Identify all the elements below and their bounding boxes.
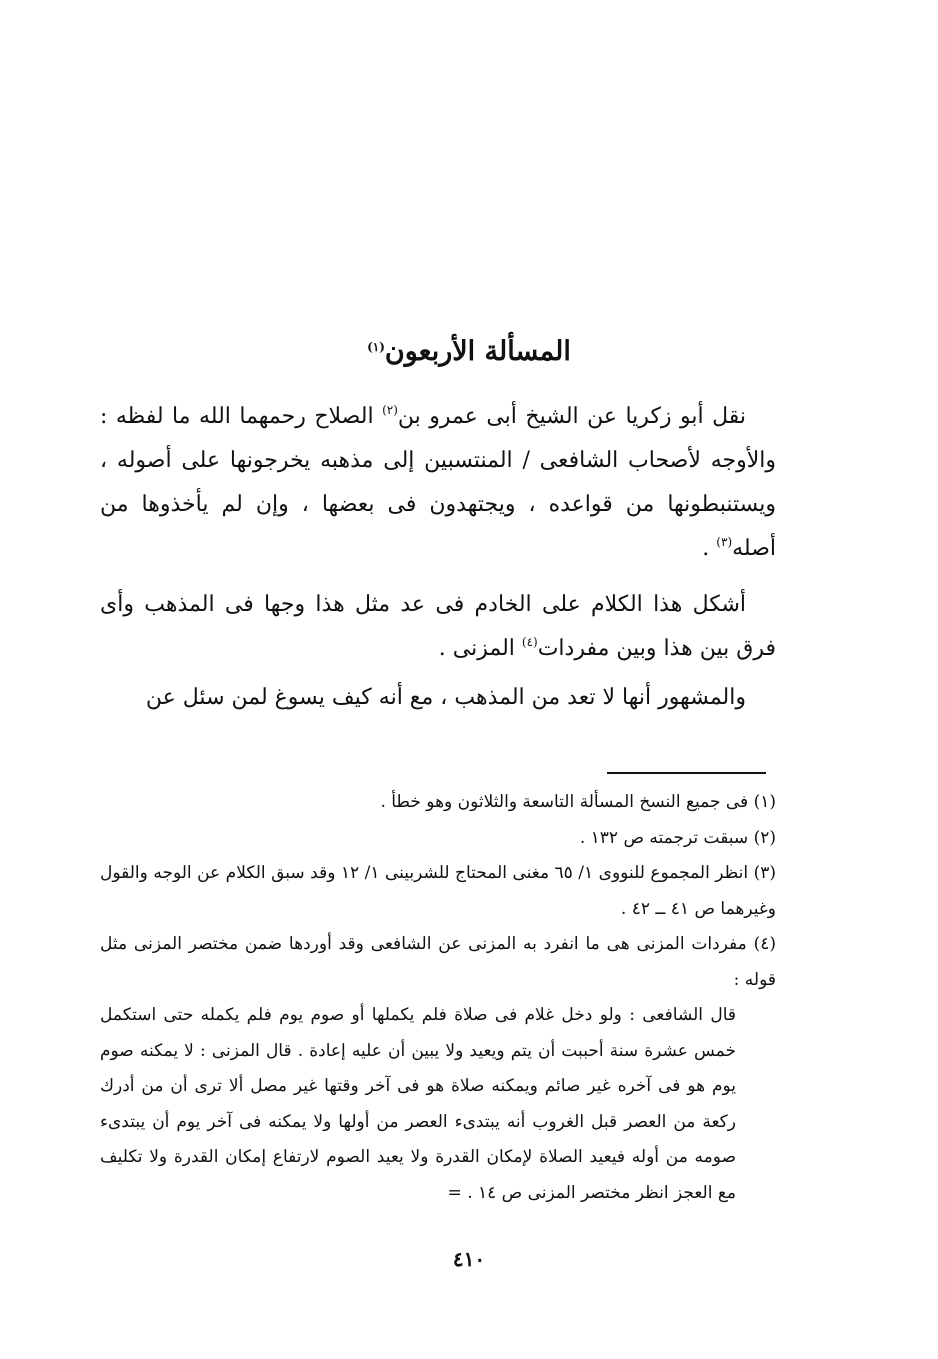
footnote-1-text: فى جميع النسخ المسألة التاسعة والثلاثون وهو خطأ .	[380, 792, 754, 812]
section-title-text: المسألة الأربعون	[384, 336, 571, 367]
footnote-2-text: سبقت ترجمته ص ١٣٢ .	[579, 827, 754, 848]
paragraph-1-text	[100, 395, 776, 571]
page-number: ٤١٠	[452, 1247, 486, 1271]
footnote-ref-1: (١)	[367, 340, 385, 354]
footnote-2-number: (٢)	[753, 827, 776, 848]
footnote-1-number: (١)	[753, 792, 776, 812]
paragraph-2-text	[100, 583, 776, 671]
footnote-3-number: (٣)	[753, 863, 776, 883]
footnote-1	[100, 785, 776, 821]
footnotes	[100, 785, 776, 1211]
paragraph-3-text: والمشهور أنها لا تعد من المذهب ، مع أنه كيف يسوغ لمن سئل عن	[145, 685, 746, 710]
paragraph-1-part-3: .	[702, 536, 717, 561]
paragraph-2-part-2: المزنى .	[438, 636, 522, 661]
footnote-4	[100, 927, 776, 998]
footnote-4-text: مفردات المزنى هى ما انفرد به المزنى عن الشافعى وقد أوردها ضمن مختصر المزنى مثل قوله :	[100, 934, 776, 990]
paragraph-3	[100, 676, 776, 720]
paragraph-1	[100, 395, 776, 571]
footnote-3-text: انظر المجموع للنووى ١/ ٦٥ مغنى المحتاج للشربينى ١/ ١٢ وقد سبق الكلام عن الوجه والقول وغيرهما ص ٤١ ــ ٤٢ .	[100, 863, 776, 919]
footnote-ref-3: (٣)	[716, 535, 733, 549]
footnote-ref-2: (٢)	[382, 403, 398, 417]
section-title	[0, 330, 938, 374]
paragraph-2-part-1: أشكل هذا الكلام على الخادم فى عد مثل هذا وجها فى المذهب وأى فرق بين هذا وبين مفردات	[100, 592, 776, 661]
paragraph-1-part-1: نقل أبو زكريا عن الشيخ أبى عمرو بن	[397, 404, 747, 429]
paragraph-2	[100, 583, 776, 671]
footnote-2	[100, 821, 776, 857]
footnote-ref-4: (٤)	[521, 635, 538, 649]
footnote-3	[100, 856, 776, 927]
footnote-4-number: (٤)	[753, 934, 776, 954]
footnote-4-quote: قال الشافعى : ولو دخل غلام فى صلاة فلم يكملها أو صوم يوم فلم يكمله حتى استكمل خمس عشرة سنة أحببت أن يتم ويعيد ولا يبين أن عليه إعادة . قال المزنى : لا يمكنه صوم يوم هو فى آخره غير صائم ويمكنه صلاة هو فى آخر وقتها غير مصل ألا ترى أن من أدرك ركعة من العصر قبل الغروب أنه يبتدىء العصر من أولها ولا يمكنه فى آخر يوم أن يبتدىء صومه من أوله فيعيد الصلاة لإمكان القدرة ولا يعيد الصوم لارتفاع إمكان القدرة ولا تكليف مع العجز انظر مختصر المزنى ص ١٤ . =	[100, 1005, 736, 1203]
footnote-separator	[607, 772, 766, 774]
paragraph-1-part-2: الصلاح رحمهما الله ما لفظه : والأوجه لأصحاب الشافعى / المنتسبين إلى مذهبه يخرجونها على أصوله ، ويستنبطونها من قواعده ، ويجتهدون فى بعضها ، وإن لم يأخذوها من أصله	[100, 404, 776, 561]
